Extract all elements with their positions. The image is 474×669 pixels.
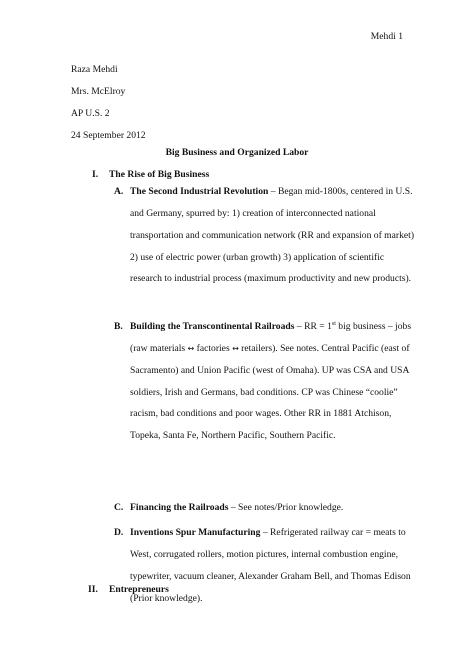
subsection-paragraph xyxy=(130,316,415,447)
subsection-text: retailers). See notes. Central Pacific (east of Sacramento) and Union Pacific (west of Omaha). UP was CSA and USA soldiers, Irish and Germans, bad conditions. CP was Chinese “coolie” racism, bad conditions and poor wages. Other RR in 1881 Atchison, Topeka, Santa Fe, Northern Pacific, Southern Pacific. xyxy=(130,342,410,442)
date: 24 September 2012 xyxy=(71,130,146,141)
subsection-letter: B. xyxy=(114,321,123,332)
subsection-text: See notes/Prior knowledge. xyxy=(238,502,344,513)
subsection-paragraph xyxy=(130,497,415,519)
section-heading: Entrepreneurs xyxy=(109,584,169,595)
separator: – xyxy=(260,527,271,538)
subsection-paragraph xyxy=(130,181,415,290)
section-numeral: II. xyxy=(88,584,98,595)
subsection-heading: Building the Transcontinental Railroads xyxy=(130,321,295,332)
subsection-heading: The Second Industrial Revolution xyxy=(130,186,269,197)
subsection-text: Began mid-1800s, centered in U.S. and Germany, spurred by: 1) creation of interconnected national transportation and communication network (RR and expansion of market) 2) use of electric power (urban growth) 3) application of scientific research to industrial process (maximum productivity and new products). xyxy=(130,186,415,285)
subsection-text: RR = 1 xyxy=(304,321,332,332)
course-name: AP U.S. 2 xyxy=(71,108,110,119)
running-head: Mehdi 1 xyxy=(370,31,403,42)
subsection-text: Refrigerated railway car = meats to West, corrugated rollers, motion pictures, internal combustion engine, typewriter, vacuum cleaner, Alexander Graham Bell, and Thomas Edison (Prior knowledge). xyxy=(130,527,411,604)
left-right-arrow-icon: ↔ xyxy=(232,343,239,353)
section-heading: The Rise of Big Business xyxy=(109,169,210,180)
teacher-name: Mrs. McElroy xyxy=(71,86,126,97)
student-name: Raza Mehdi xyxy=(71,64,118,75)
subsection-letter: C. xyxy=(114,502,124,513)
subsection-letter: A. xyxy=(114,186,124,197)
subsection-letter: D. xyxy=(114,527,124,538)
document-title: Big Business and Organized Labor xyxy=(165,147,309,158)
subsection-heading: Financing the Railroads xyxy=(130,502,229,513)
separator: – xyxy=(228,502,239,513)
subsection-paragraph xyxy=(130,522,415,609)
ordinal-superscript: st xyxy=(331,321,336,327)
subsection-text: big business – jobs (raw materials xyxy=(130,321,412,354)
left-right-arrow-icon: ↔ xyxy=(187,343,195,353)
subsection-text: factories xyxy=(194,342,233,354)
separator: – xyxy=(294,321,305,332)
section-numeral: I. xyxy=(92,169,99,180)
subsection-heading: Inventions Spur Manufacturing xyxy=(130,527,261,538)
separator: – xyxy=(268,186,278,197)
